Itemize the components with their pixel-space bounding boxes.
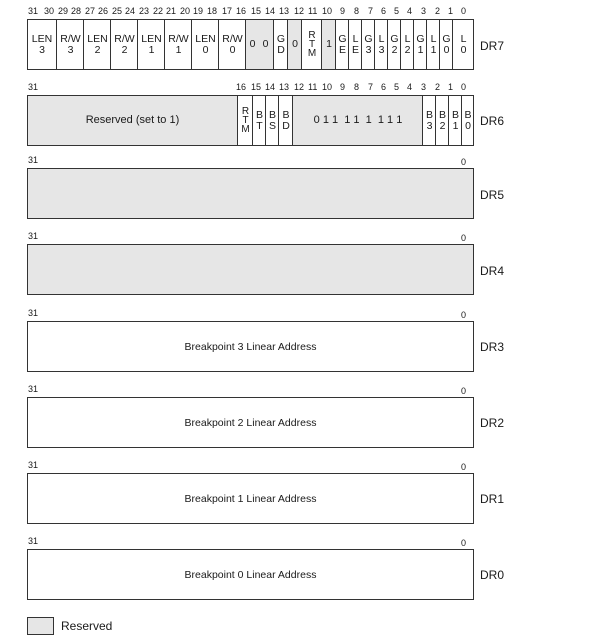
field-label: R/W (114, 32, 135, 45)
register-name-dr1: DR1 (480, 492, 505, 506)
dr7-field-rw3 (56, 20, 84, 69)
bit-number: 3 (421, 82, 427, 92)
dr6-reserved-bits (292, 96, 423, 145)
dr6-field-bt (252, 96, 266, 145)
field-label: 1 (417, 43, 424, 56)
field-label: B (438, 108, 446, 121)
field-label: R/W (222, 32, 243, 45)
dr5-register-box (27, 168, 474, 219)
bit-number-low: 0 (461, 233, 467, 243)
field-label: T (256, 119, 263, 132)
field-label: 0 (202, 43, 209, 56)
bit-number: 11 (308, 82, 318, 92)
dr2-register-box (27, 397, 474, 448)
bit-number: 17 (222, 6, 233, 16)
bit-number: 6 (381, 82, 387, 92)
bit-number: 27 (85, 6, 96, 16)
field-label: 0 (262, 38, 269, 50)
bit-number: 0 (461, 82, 467, 92)
dr7-field-len3 (28, 20, 56, 69)
field-label: L (378, 32, 385, 45)
field-label: 3 (378, 43, 385, 56)
dr1-field-label: Breakpoint 1 Linear Address (184, 493, 317, 505)
dr7-field-l0 (452, 20, 474, 69)
field-label: S (268, 119, 276, 132)
reserved-label: Reserved (set to 1) (85, 114, 180, 126)
dr2-field-label: Breakpoint 2 Linear Address (184, 417, 317, 429)
bit-number-high: 31 (28, 384, 39, 394)
dr7-field-ge (335, 20, 349, 69)
dr6-field-b3 (422, 96, 436, 145)
bit-number: 10 (322, 6, 333, 16)
dr7-field-le (348, 20, 362, 69)
dr7-field-g3 (361, 20, 375, 69)
field-label: L (460, 32, 467, 45)
field-label: R (308, 30, 316, 41)
field-label: G (416, 32, 425, 45)
bit-number-low: 0 (461, 538, 467, 548)
bit-number: 29 (58, 6, 69, 16)
dr3-field-label: Breakpoint 3 Linear Address (184, 341, 317, 353)
field-label: 2 (439, 119, 446, 132)
legend-reserved-swatch (27, 617, 54, 635)
register-name-dr6: DR6 (480, 114, 505, 128)
dr7-field-l3 (374, 20, 388, 69)
dr7-bit10 (321, 20, 336, 69)
field-label: 1 (175, 43, 182, 56)
dr6-field-bs (265, 96, 279, 145)
field-label: B (464, 108, 472, 121)
bit-number: 13 (279, 82, 290, 92)
dr7-field-rw2 (110, 20, 138, 69)
field-label: 2 (121, 43, 128, 56)
field-label: 1 (326, 38, 332, 50)
dr7-field-g1 (413, 20, 427, 69)
field-label: 2 (404, 43, 411, 56)
bit-number: 25 (112, 6, 123, 16)
field-label: 0 (249, 38, 256, 50)
bit-number: 24 (125, 6, 136, 16)
bit-number: 22 (153, 6, 164, 16)
bit-number-low: 0 (461, 310, 467, 320)
register-name-dr5: DR5 (480, 188, 505, 202)
reserved-bit-values: 0 1 1 1 1 1 1 1 1 (313, 114, 403, 126)
field-label: 3 (67, 43, 74, 56)
field-label: 3 (365, 43, 372, 56)
bit-number-low: 0 (461, 386, 467, 396)
bit-number-high: 31 (28, 308, 39, 318)
bit-number: 15 (251, 6, 262, 16)
dr7-field-gd (273, 20, 288, 69)
bit-number: 30 (44, 6, 55, 16)
field-label: B (268, 108, 276, 121)
bit-number-high: 31 (28, 155, 39, 165)
field-label: L (430, 32, 437, 45)
field-label: 0 (460, 43, 467, 56)
dr7-bit15 (245, 20, 259, 69)
field-label: B (425, 108, 433, 121)
field-label: 1 (148, 43, 155, 56)
bit-number-high: 31 (28, 460, 39, 470)
dr7-field-g2 (387, 20, 401, 69)
field-label: B (451, 108, 459, 121)
dr7-field-rtm (301, 20, 322, 69)
bit-number: 21 (166, 6, 177, 16)
bit-number: 5 (394, 82, 400, 92)
dr1-register-box (27, 473, 474, 524)
bit-number: 12 (294, 6, 305, 16)
field-label: 0 (465, 119, 471, 132)
bit-number: 2 (435, 6, 441, 16)
bit-number: 9 (340, 6, 346, 16)
field-label: 1 (430, 43, 437, 56)
field-label: T (242, 115, 249, 126)
bit-number: 1 (448, 6, 454, 16)
dr6-reserved-field (28, 96, 237, 145)
dr7-field-len2 (83, 20, 111, 69)
bit-number: 16 (236, 6, 247, 16)
register-name-dr0: DR0 (480, 568, 505, 582)
dr6-field-b2 (435, 96, 449, 145)
bit-number-high: 31 (28, 231, 39, 241)
register-name-dr2: DR2 (480, 416, 505, 430)
bit-number: 20 (180, 6, 191, 16)
bit-number: 10 (322, 82, 333, 92)
bit-number: 14 (265, 82, 276, 92)
field-label: D (282, 119, 290, 132)
dr7-field-rw0 (218, 20, 246, 69)
field-label: G (390, 32, 399, 45)
field-label: G (338, 32, 347, 45)
dr7-field-l2 (400, 20, 414, 69)
bit-number: 4 (407, 6, 413, 16)
bit-number: 2 (435, 82, 441, 92)
bit-number: 11 (308, 6, 318, 16)
bit-number: 6 (381, 6, 387, 16)
field-label: 0 (292, 38, 298, 50)
field-label: R/W (60, 32, 81, 45)
dr0-field-label: Breakpoint 0 Linear Address (184, 569, 317, 581)
bit-number: 18 (207, 6, 218, 16)
bit-number: 31 (28, 82, 39, 92)
bit-number: 3 (421, 6, 427, 16)
dr7-field-len1 (137, 20, 165, 69)
field-label: L (404, 32, 411, 45)
dr0-register-box (27, 549, 474, 600)
dr7-bit12 (287, 20, 302, 69)
bit-number: 26 (98, 6, 109, 16)
field-label: 2 (391, 43, 398, 56)
field-label: R/W (168, 32, 189, 45)
field-label: LEN (87, 32, 108, 45)
bit-number: 0 (461, 6, 467, 16)
bit-number: 12 (294, 82, 305, 92)
field-label: B (255, 108, 263, 121)
field-label: G (442, 32, 451, 45)
dr7-field-len0 (191, 20, 219, 69)
field-label: M (307, 48, 317, 59)
field-label: LEN (31, 32, 53, 45)
field-label: 0 (443, 43, 450, 56)
dr6-field-b0 (461, 96, 474, 145)
register-name-dr4: DR4 (480, 264, 505, 278)
bit-number: 14 (265, 6, 276, 16)
field-label: B (282, 108, 290, 121)
field-label: 1 (452, 119, 459, 132)
field-label: D (277, 43, 285, 56)
field-label: LEN (195, 32, 216, 45)
dr7-field-l1 (426, 20, 440, 69)
bit-number: 8 (354, 82, 360, 92)
field-label: 0 (229, 43, 236, 56)
field-label: 3 (39, 43, 45, 56)
field-label: E (351, 43, 359, 56)
dr4-register-box (27, 244, 474, 295)
bit-number-low: 0 (461, 157, 467, 167)
bit-number: 7 (368, 82, 374, 92)
bit-number: 19 (193, 6, 204, 16)
bit-number: 13 (279, 6, 290, 16)
field-label: M (241, 124, 250, 135)
dr6-register-box (27, 95, 474, 146)
dr7-bit14 (258, 20, 273, 69)
dr6-field-b1 (448, 96, 462, 145)
field-label: L (352, 32, 359, 45)
bit-number: 7 (368, 6, 374, 16)
bit-number: 28 (71, 6, 82, 16)
legend-reserved-label: Reserved (61, 619, 113, 633)
bit-number: 23 (139, 6, 150, 16)
bit-number: 9 (340, 82, 346, 92)
bit-number-high: 31 (28, 536, 39, 546)
dr7-register-box (27, 19, 474, 70)
register-name-dr7: DR7 (480, 39, 505, 53)
bit-number: 4 (407, 82, 413, 92)
field-label: E (338, 43, 346, 56)
dr6-field-bd (278, 96, 293, 145)
bit-number: 15 (251, 82, 262, 92)
bit-number: 1 (448, 82, 454, 92)
dr7-field-rw1 (164, 20, 192, 69)
bit-number: 8 (354, 6, 360, 16)
field-label: LEN (141, 32, 162, 45)
field-label: T (308, 39, 316, 50)
dr3-register-box (27, 321, 474, 372)
field-label: R (241, 106, 250, 117)
field-label: G (276, 32, 286, 45)
field-label: G (364, 32, 373, 45)
bit-number: 31 (28, 6, 39, 16)
dr7-field-g0 (439, 20, 453, 69)
field-label: 3 (426, 119, 433, 132)
bit-number: 5 (394, 6, 400, 16)
dr6-field-rtm (237, 96, 253, 145)
field-label: 2 (94, 43, 101, 56)
bit-number-low: 0 (461, 462, 467, 472)
register-name-dr3: DR3 (480, 340, 505, 354)
bit-number: 16 (236, 82, 247, 92)
